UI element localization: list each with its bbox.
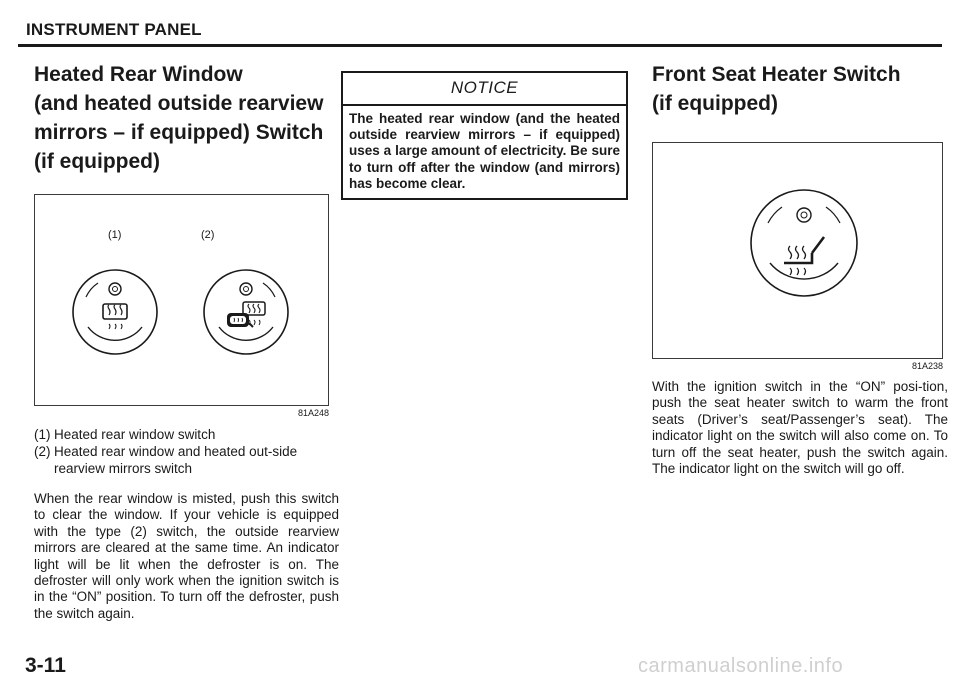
- seat-heater-switch-icon: [748, 187, 860, 299]
- figure-label-1: (1): [108, 229, 122, 241]
- rear-defrost-switch-figure: [34, 194, 329, 406]
- heated-rear-window-section: [34, 60, 339, 636]
- notice-box: [341, 71, 628, 200]
- legend-item: (2) Heated rear window and heated out-side rearview mirrors switch: [34, 444, 298, 476]
- figure-code: 81A238: [911, 361, 943, 371]
- heated-rear-window-heading: Heated Rear Window (and heated outside rearview mirrors – if equipped) Switch (if equipped): [34, 63, 324, 173]
- header-rule: [18, 44, 942, 47]
- notice-title: NOTICE: [343, 73, 626, 106]
- rear-defrost-switch-icon: [70, 267, 160, 357]
- seat-heater-section: [652, 60, 948, 491]
- figure-label-2: (2): [201, 229, 215, 241]
- section-header: INSTRUMENT PANEL: [26, 20, 202, 39]
- seat-heater-description: With the ignition switch in the “ON” posi-tion, push the seat heater switch to warm the front seats (Driver’s seat/Passenger’s seat). The indicator light on the switch will also come on. To turn off the seat heater, push the switch again. The indicator light on the switch will go off.: [652, 379, 948, 477]
- figure-code: 81A248: [297, 408, 329, 418]
- watermark: carmanualsonline.info: [638, 655, 844, 677]
- seat-heater-heading: Front Seat Heater Switch (if equipped): [652, 63, 901, 115]
- figure-legend: [34, 426, 339, 477]
- seat-heater-figure: [652, 142, 943, 359]
- page-number: 3-11: [25, 654, 66, 677]
- notice-text: The heated rear window (and the heated outside rearview mirrors – if equipped) uses a large amount of electricity. Be sure to turn off after the window (and mirrors) has become clear.: [349, 111, 620, 191]
- legend-item: (1) Heated rear window switch: [34, 427, 216, 442]
- rear-defrost-mirror-switch-icon: [201, 267, 291, 357]
- rear-window-description: When the rear window is misted, push this switch to clear the window. If your vehicle is equipped with the type (2) switch, the outside rearview mirrors are cleared at the same time. An indicator light will be lit when the defroster is on. The defroster will only work when the ignition switch is in the “ON” position. To turn off the defroster, push the switch again.: [34, 491, 339, 621]
- notice-section: [341, 71, 628, 200]
